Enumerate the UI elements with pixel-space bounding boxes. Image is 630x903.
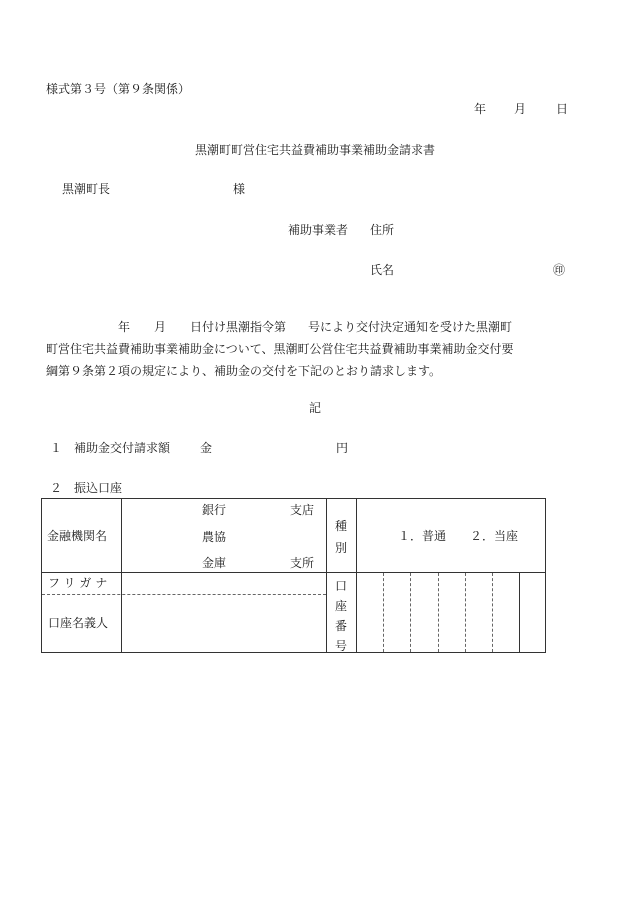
furigana-label: フリガナ xyxy=(48,576,112,590)
table-divider xyxy=(356,499,357,652)
bank-label: 銀行 xyxy=(202,503,227,517)
type-label: 種 別 xyxy=(334,519,347,555)
body-paragraph xyxy=(46,316,591,382)
note-mark: 記 xyxy=(308,401,321,415)
digit-divider xyxy=(410,573,411,652)
body-year: 年 xyxy=(118,320,131,334)
applicant-address-label: 住所 xyxy=(370,223,395,237)
date-day: 日 xyxy=(556,102,569,116)
holder-label: 口座名義人 xyxy=(48,616,109,630)
applicant-label: 補助事業者 xyxy=(288,223,349,237)
agri-label: 農協 xyxy=(202,530,227,544)
digit-divider xyxy=(383,573,384,652)
body-line-2: 町営住宅共益費補助事業補助金について、黒潮町公営住宅共益費補助事業補助金交付要 xyxy=(46,342,514,356)
digit-divider xyxy=(465,573,466,652)
bank-branch-label: 支店 xyxy=(290,503,315,517)
shinkin-label: 金庫 xyxy=(202,556,227,570)
body-rest2: 号により交付決定通知を受けた黒潮町 xyxy=(308,320,513,334)
seal-mark: ㊞ xyxy=(553,263,566,277)
shinkin-branch-label: 支所 xyxy=(290,556,315,570)
item1-label: １ 補助金交付請求額 xyxy=(50,441,171,455)
furigana-divider xyxy=(42,594,326,595)
digit-divider xyxy=(492,573,493,652)
digit-divider xyxy=(438,573,439,652)
type-options: １．普通 ２．当座 xyxy=(398,529,519,543)
addressee-name: 黒潮町長 xyxy=(62,182,111,196)
date-year: 年 xyxy=(474,102,487,116)
body-rest: 日付け黒潮指令第 xyxy=(190,320,287,334)
item1-unit: 円 xyxy=(336,441,349,455)
table-divider xyxy=(42,572,545,573)
body-line-3: 綱第９条第２項の規定により、補助金の交付を下記のとおり請求します。 xyxy=(46,364,442,378)
addressee-honorific: 様 xyxy=(233,182,246,196)
document-title: 黒潮町町営住宅共益費補助事業補助金請求書 xyxy=(194,143,435,157)
item1-currency: 金 xyxy=(200,441,213,455)
bank-account-table xyxy=(41,498,546,653)
account-number-label: 口 座 番 号 xyxy=(334,579,347,653)
item2-label: ２ 振込口座 xyxy=(50,481,123,495)
applicant-name-label: 氏名 xyxy=(370,263,395,277)
institution-label: 金融機関名 xyxy=(47,529,108,543)
body-month: 月 xyxy=(154,320,167,334)
table-divider xyxy=(121,499,122,652)
form-number: 様式第３号（第９条関係） xyxy=(46,82,191,96)
digit-divider xyxy=(519,573,520,652)
table-divider xyxy=(326,499,327,652)
date-month: 月 xyxy=(514,102,527,116)
